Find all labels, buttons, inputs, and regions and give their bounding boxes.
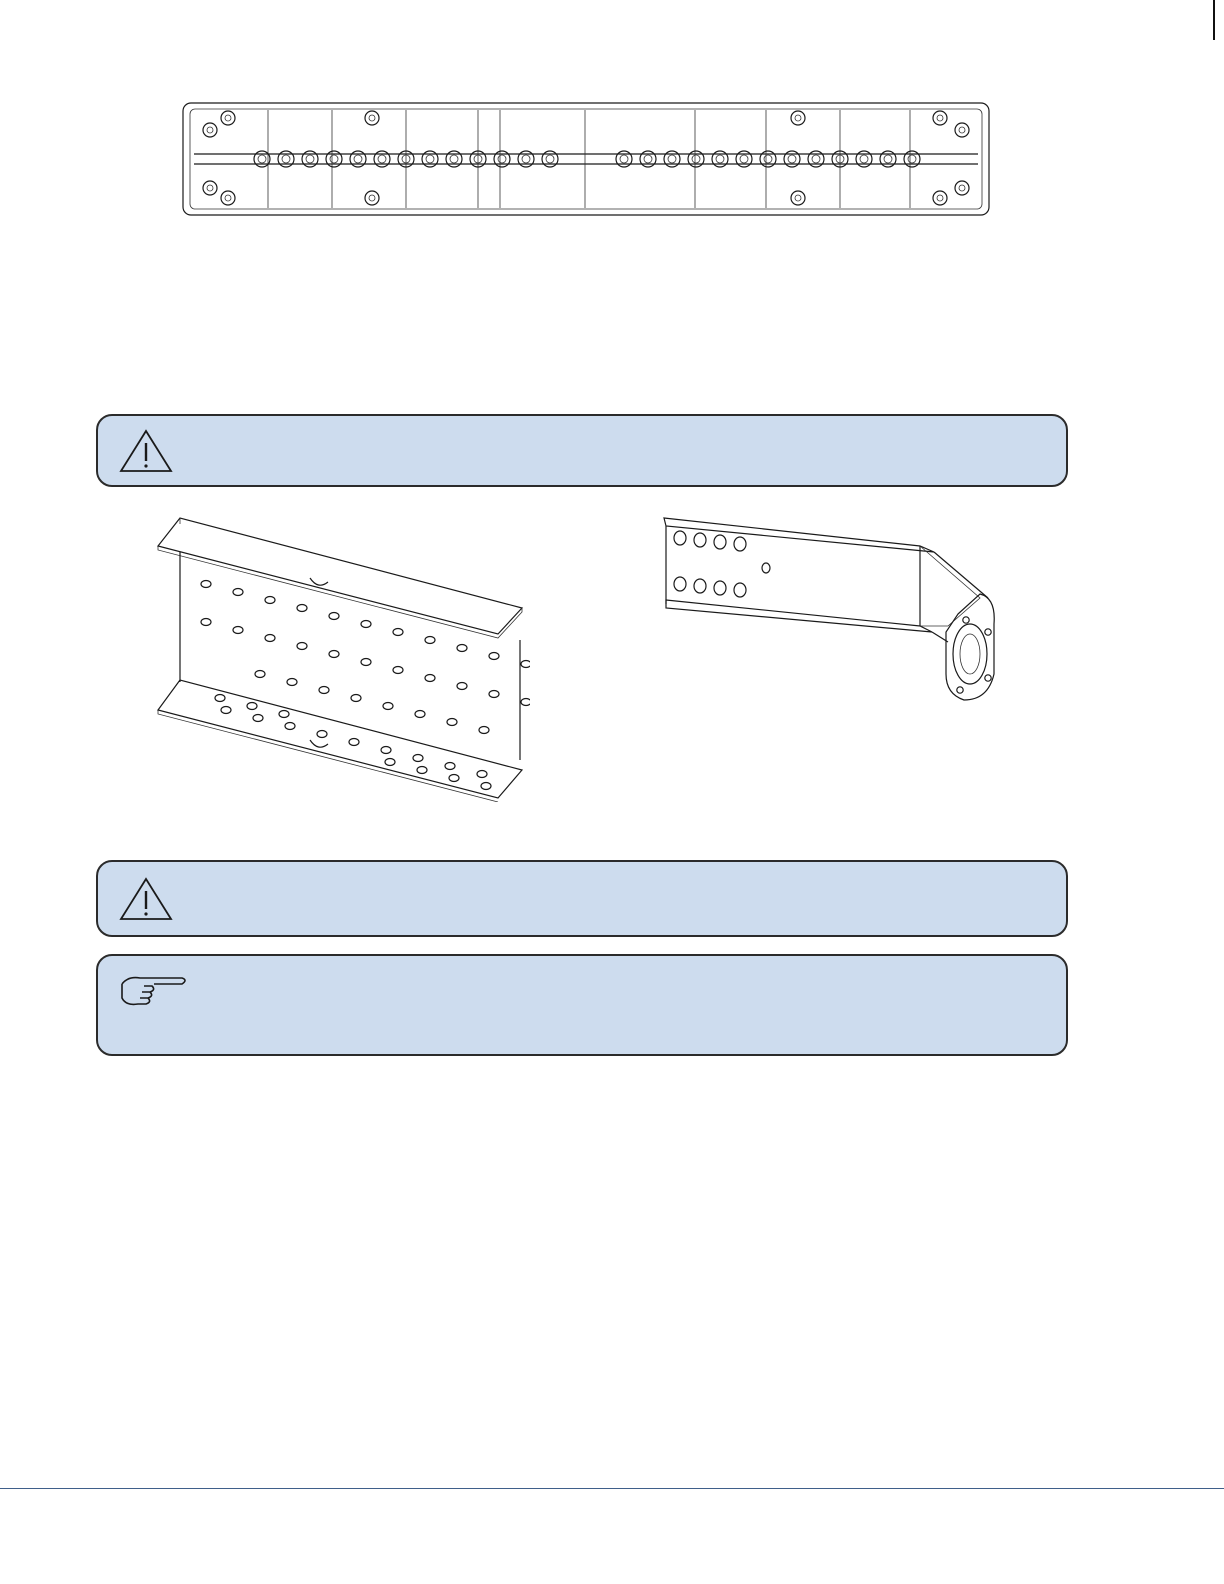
caution-notice-1 [96,414,1068,487]
mounting-rail-figure [180,100,992,218]
angle-bracket-figure [658,514,1000,706]
warning-triangle-icon [118,428,174,474]
warning-triangle-icon [118,876,174,922]
footer-rule [0,1488,1224,1489]
page-edge-mark [1213,0,1215,40]
note-notice [96,954,1068,1056]
caution-notice-2 [96,860,1068,937]
pointing-hand-icon [118,970,190,1010]
u-channel-bracket-figure [150,512,530,802]
